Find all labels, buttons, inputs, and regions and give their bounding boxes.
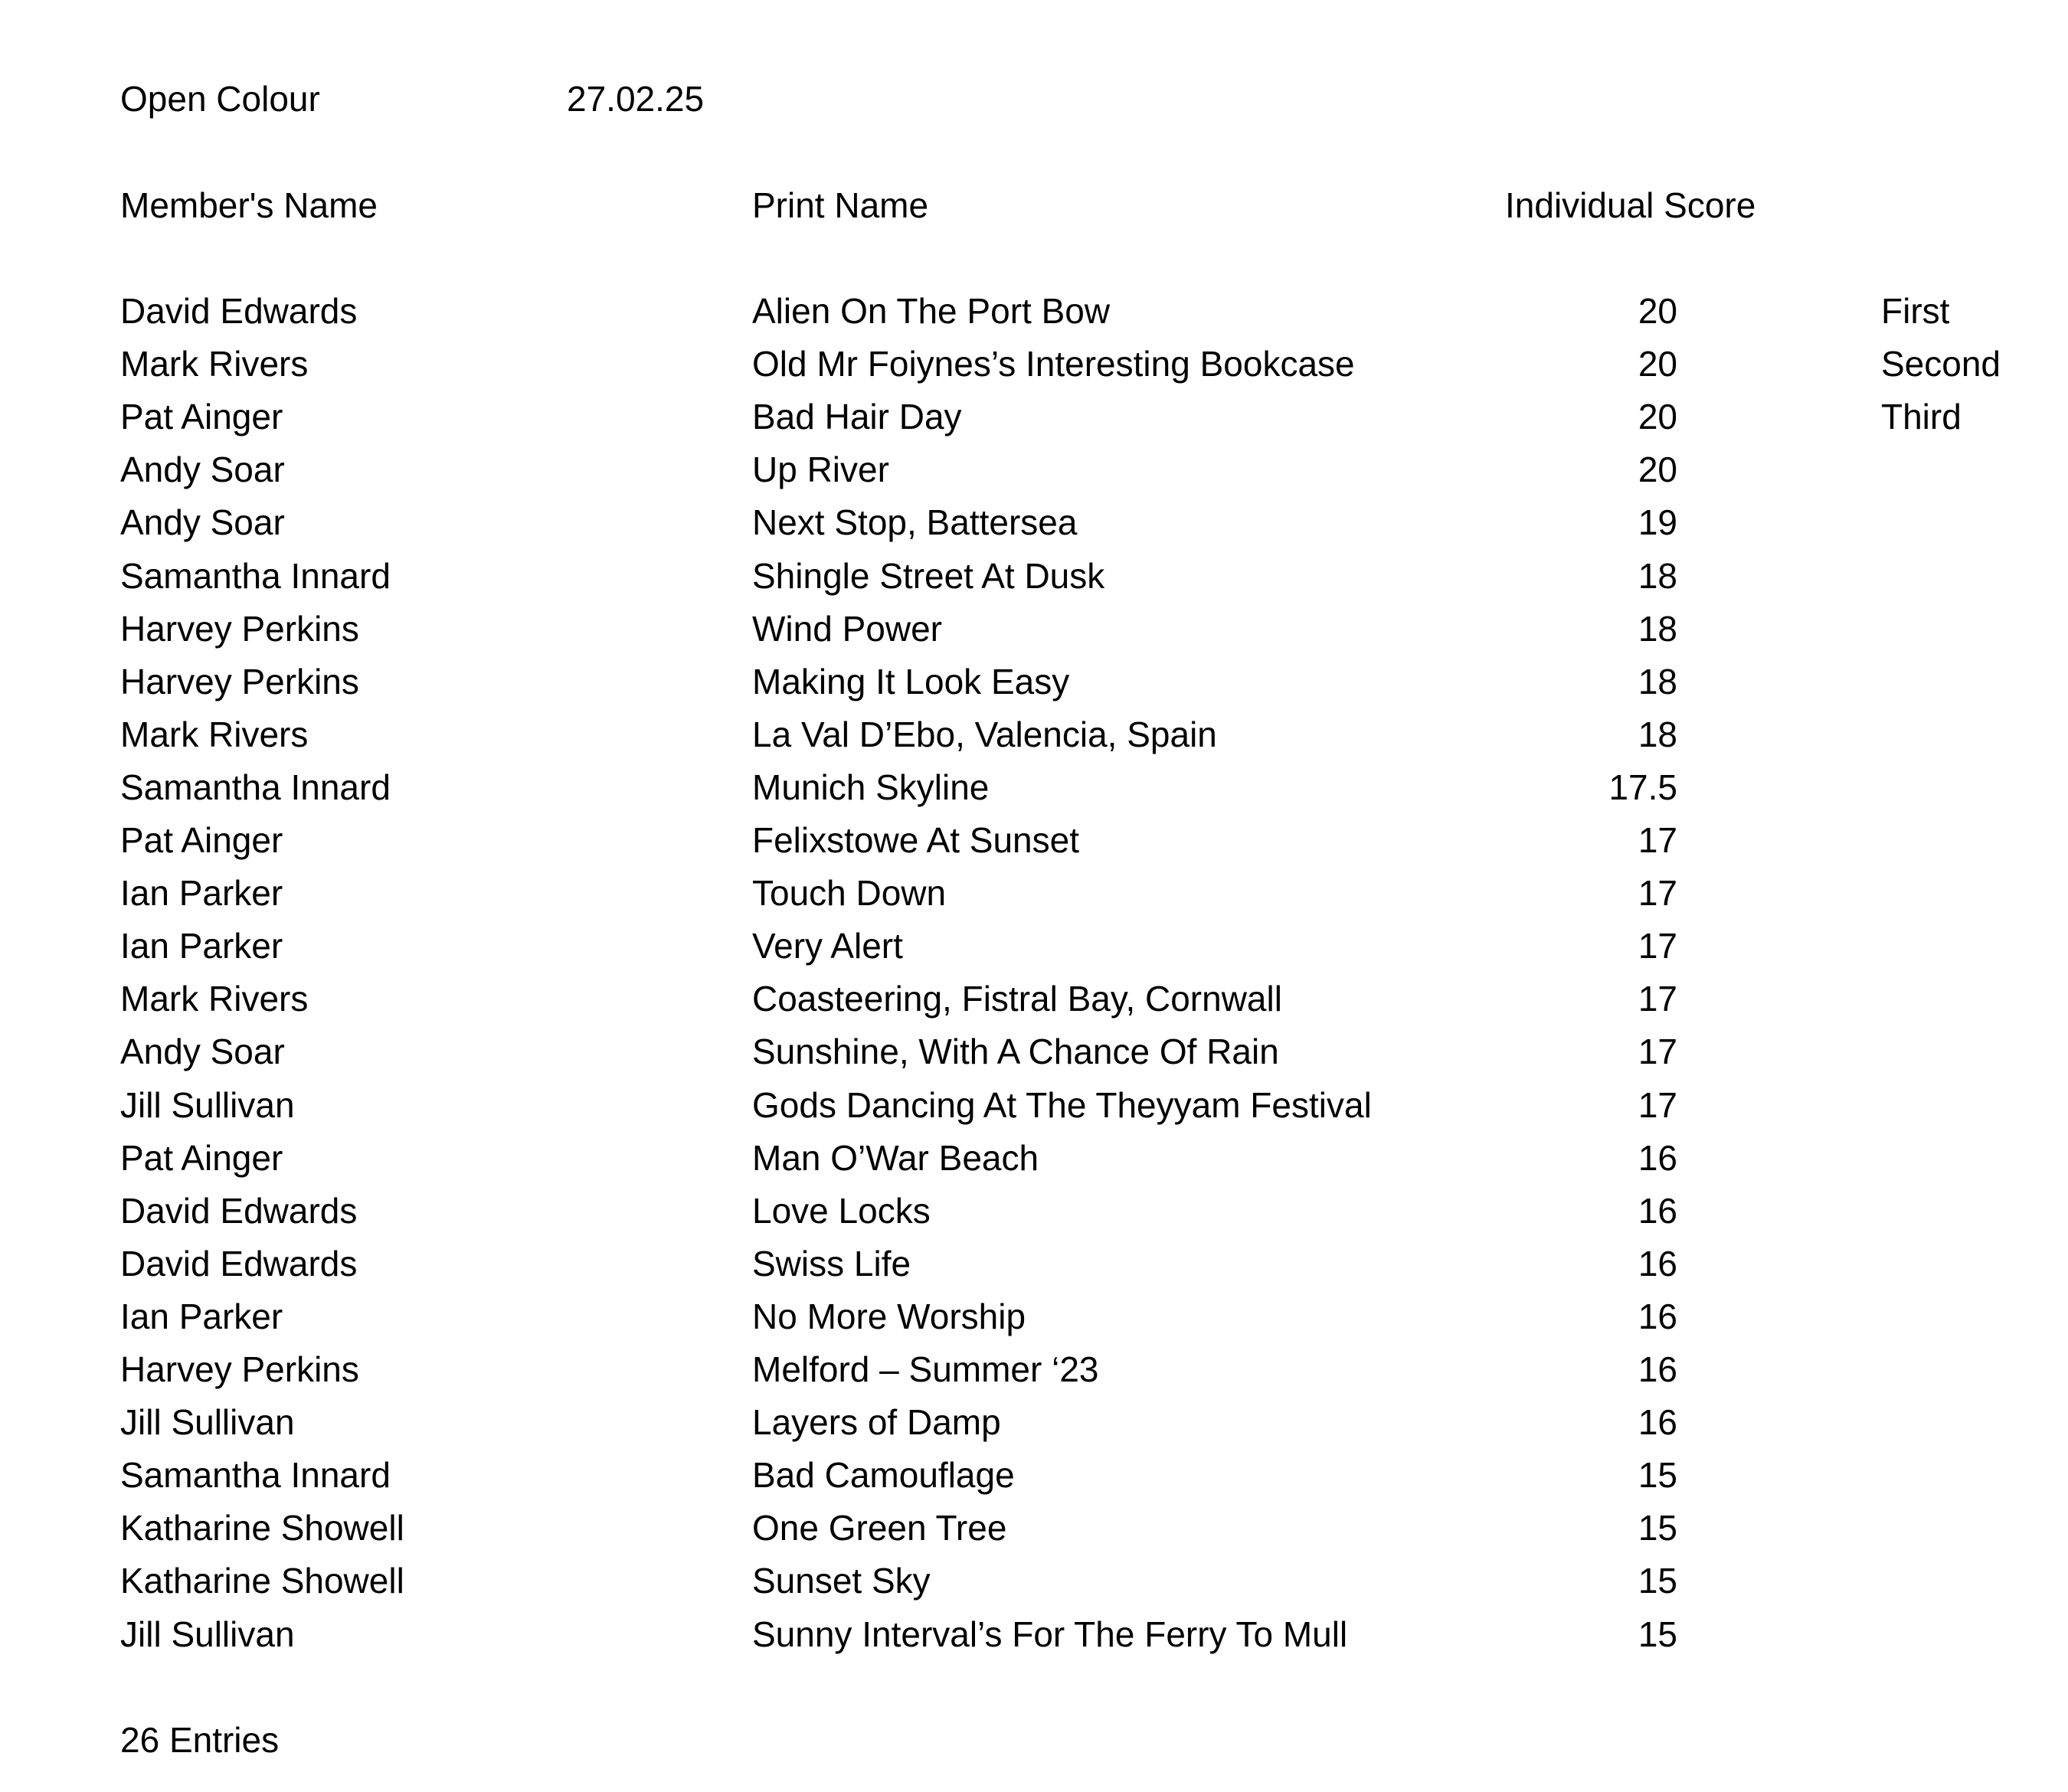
table-row xyxy=(0,972,2068,1025)
member-name: Ian Parker xyxy=(120,926,283,966)
individual-score: 18 xyxy=(1638,609,1677,649)
print-name: Sunshine, With A Chance Of Rain xyxy=(752,1032,1279,1071)
print-name: Bad Hair Day xyxy=(752,397,962,437)
table-row xyxy=(0,1395,2068,1449)
table-row xyxy=(0,1554,2068,1607)
print-name: Up River xyxy=(752,450,889,489)
member-name: Andy Soar xyxy=(120,502,285,542)
table-row xyxy=(0,549,2068,603)
member-name: Samantha Innard xyxy=(120,556,391,596)
member-name: Jill Sullivan xyxy=(120,1085,295,1125)
placing-label: First xyxy=(1881,291,1950,331)
column-header-score: Individual Score xyxy=(1505,185,1756,225)
member-name: Jill Sullivan xyxy=(120,1614,295,1654)
table-row xyxy=(0,390,2068,443)
table-row xyxy=(0,284,2068,338)
individual-score: 15 xyxy=(1638,1614,1677,1654)
individual-score: 18 xyxy=(1638,715,1677,754)
table-row xyxy=(0,919,2068,973)
print-name: Felixstowe At Sunset xyxy=(752,820,1079,860)
individual-score: 20 xyxy=(1638,291,1677,331)
placing-label: Third xyxy=(1881,397,1962,437)
member-name: David Edwards xyxy=(120,1191,358,1231)
print-name: Sunset Sky xyxy=(752,1561,931,1601)
print-name: Shingle Street At Dusk xyxy=(752,556,1105,596)
individual-score: 18 xyxy=(1638,556,1677,596)
print-name: La Val D’Ebo, Valencia, Spain xyxy=(752,715,1217,754)
member-name: David Edwards xyxy=(120,1244,358,1284)
column-header-print: Print Name xyxy=(752,185,929,225)
member-name: Ian Parker xyxy=(120,873,283,913)
member-name: Andy Soar xyxy=(120,1032,285,1071)
member-name: Samantha Innard xyxy=(120,767,391,807)
print-name: Touch Down xyxy=(752,873,947,913)
table-row xyxy=(0,1290,2068,1343)
table-row xyxy=(0,1342,2068,1396)
column-header-member: Member's Name xyxy=(120,185,378,225)
print-name: Very Alert xyxy=(752,926,903,966)
member-name: Katharine Showell xyxy=(120,1561,404,1601)
individual-score: 17.5 xyxy=(1608,767,1677,807)
individual-score: 16 xyxy=(1638,1402,1677,1442)
print-name: Alien On The Port Bow xyxy=(752,291,1111,331)
member-name: Jill Sullivan xyxy=(120,1402,295,1442)
table-row xyxy=(0,443,2068,496)
individual-score: 17 xyxy=(1638,926,1677,966)
table-row xyxy=(0,1184,2068,1238)
individual-score: 15 xyxy=(1638,1508,1677,1548)
table-row xyxy=(0,1078,2068,1132)
individual-score: 17 xyxy=(1638,820,1677,860)
member-name: Mark Rivers xyxy=(120,344,309,384)
print-name: Sunny Interval’s For The Ferry To Mull xyxy=(752,1614,1348,1654)
print-name: Swiss Life xyxy=(752,1244,911,1284)
print-name: Layers of Damp xyxy=(752,1402,1001,1442)
individual-score: 16 xyxy=(1638,1297,1677,1336)
print-name: Love Locks xyxy=(752,1191,931,1231)
table-row xyxy=(0,813,2068,867)
table-row xyxy=(0,1607,2068,1661)
individual-score: 15 xyxy=(1638,1455,1677,1495)
member-name: Harvey Perkins xyxy=(120,1349,359,1389)
table-row xyxy=(0,1131,2068,1185)
entries-count: 26 Entries xyxy=(120,1720,280,1760)
member-name: Katharine Showell xyxy=(120,1508,404,1548)
print-name: Making It Look Easy xyxy=(752,662,1070,701)
individual-score: 17 xyxy=(1638,1085,1677,1125)
print-name: Next Stop, Battersea xyxy=(752,502,1078,542)
individual-score: 18 xyxy=(1638,662,1677,701)
print-name: One Green Tree xyxy=(752,1508,1007,1548)
individual-score: 16 xyxy=(1638,1138,1677,1178)
print-name: Man O’War Beach xyxy=(752,1138,1039,1178)
member-name: Mark Rivers xyxy=(120,715,309,754)
print-name: Bad Camouflage xyxy=(752,1455,1015,1495)
table-row xyxy=(0,866,2068,920)
individual-score: 20 xyxy=(1638,344,1677,384)
member-name: Pat Ainger xyxy=(120,1138,283,1178)
individual-score: 16 xyxy=(1638,1244,1677,1284)
member-name: Ian Parker xyxy=(120,1297,283,1336)
table-row xyxy=(0,1237,2068,1290)
member-name: Pat Ainger xyxy=(120,820,283,860)
member-name: Harvey Perkins xyxy=(120,662,359,701)
placing-label: Second xyxy=(1881,344,2001,384)
individual-score: 16 xyxy=(1638,1191,1677,1231)
individual-score: 20 xyxy=(1638,450,1677,489)
individual-score: 19 xyxy=(1638,502,1677,542)
results-date: 27.02.25 xyxy=(567,79,705,119)
print-name: Munich Skyline xyxy=(752,767,990,807)
print-name: Gods Dancing At The Theyyam Festival xyxy=(752,1085,1372,1125)
member-name: Mark Rivers xyxy=(120,979,309,1019)
print-name: Old Mr Foiynes’s Interesting Bookcase xyxy=(752,344,1355,384)
print-name: No More Worship xyxy=(752,1297,1026,1336)
print-name: Melford – Summer ‘23 xyxy=(752,1349,1099,1389)
individual-score: 17 xyxy=(1638,1032,1677,1071)
print-name: Wind Power xyxy=(752,609,942,649)
individual-score: 15 xyxy=(1638,1561,1677,1601)
member-name: David Edwards xyxy=(120,291,358,331)
individual-score: 16 xyxy=(1638,1349,1677,1389)
table-row xyxy=(0,1025,2068,1078)
member-name: Harvey Perkins xyxy=(120,609,359,649)
individual-score: 17 xyxy=(1638,979,1677,1019)
table-row xyxy=(0,708,2068,761)
table-row xyxy=(0,495,2068,549)
table-row xyxy=(0,760,2068,814)
table-row xyxy=(0,602,2068,656)
category-title: Open Colour xyxy=(120,79,320,119)
member-name: Pat Ainger xyxy=(120,397,283,437)
individual-score: 20 xyxy=(1638,397,1677,437)
table-row xyxy=(0,655,2068,708)
table-row xyxy=(0,1501,2068,1555)
individual-score: 17 xyxy=(1638,873,1677,913)
table-row xyxy=(0,1448,2068,1502)
member-name: Andy Soar xyxy=(120,450,285,489)
member-name: Samantha Innard xyxy=(120,1455,391,1495)
print-name: Coasteering, Fistral Bay, Cornwall xyxy=(752,979,1282,1019)
table-row xyxy=(0,337,2068,391)
